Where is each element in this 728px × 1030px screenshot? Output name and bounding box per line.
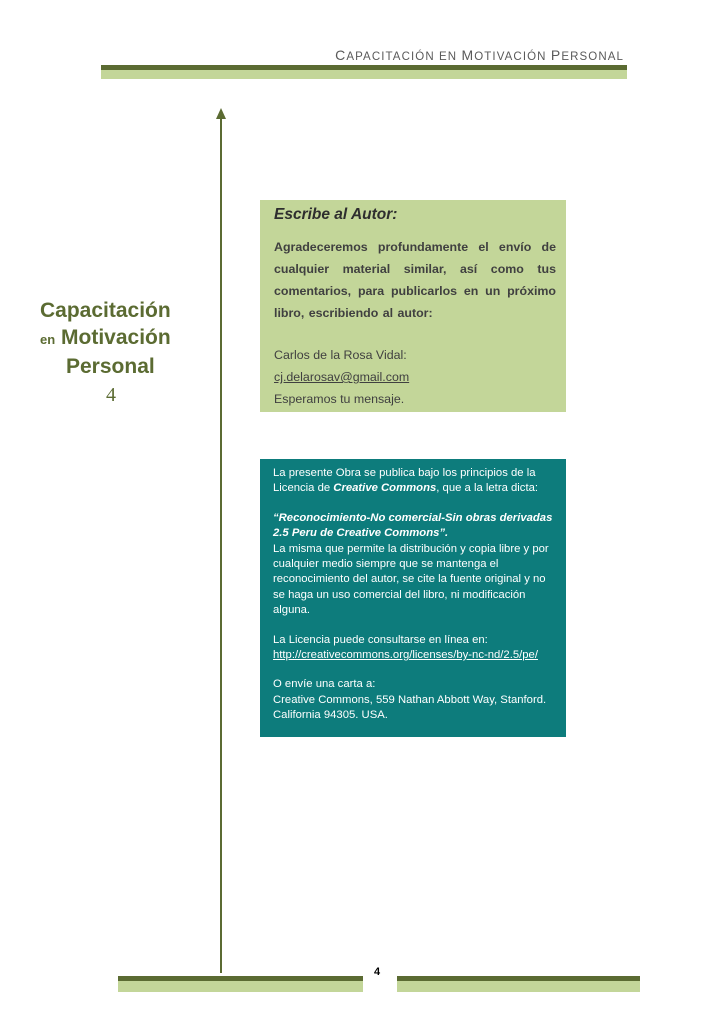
author-box-title: Escribe al Autor:: [274, 206, 398, 223]
side-title-line-3: Personal: [66, 355, 155, 378]
license-box: [260, 459, 566, 737]
author-contact-box: [260, 200, 566, 412]
side-title-en: en: [40, 332, 56, 347]
header-cap-2: M: [461, 47, 475, 63]
side-page-number: 4: [106, 384, 116, 406]
license-p1-text-c: , que a la letra dicta:: [436, 482, 538, 495]
license-paragraph-4: [273, 677, 558, 723]
footer-rule-left: [118, 976, 363, 992]
license-name: “Reconocimiento-No comercial-Sin obras derivadas 2.5 Peru de Creative Commons”.: [273, 511, 553, 540]
header-text-1: APACITACIÓN EN: [346, 51, 462, 63]
header-text-2: OTIVACIÓN: [474, 51, 551, 63]
header-text-3: ERSONAL: [561, 51, 624, 63]
author-closing: Esperamos tu mensaje.: [274, 392, 405, 406]
license-url-link[interactable]: http://creativecommons.org/licenses/by-nc-nd/2.5/pe/: [273, 649, 538, 662]
author-contact: [274, 344, 556, 410]
license-description: La misma que permite la distribución y copia libre y por cualquier medio siempre que se mantenga el reconocimiento del autor, se cite la fuente original y no se haga un uso comercial del libro, ni modificación alguna.: [273, 542, 549, 617]
running-header: [335, 47, 624, 63]
side-title-motivacion: Motivación: [55, 326, 171, 349]
header-cap-1: C: [335, 47, 347, 63]
license-p1-text-a: La presente Obra se publica bajo los principios de la Licencia de: [273, 467, 536, 495]
vertical-divider: [220, 118, 222, 973]
author-email-link[interactable]: cj.delarosav@gmail.com: [274, 370, 410, 384]
footer-rule-right: [397, 976, 640, 992]
license-paragraph-3: [273, 633, 558, 664]
side-title-line-1: Capacitación: [40, 299, 171, 322]
side-title-line-2: [40, 324, 200, 353]
license-mail-intro: O envíe una carta a:: [273, 678, 376, 691]
side-book-title: [40, 297, 200, 409]
license-online-text: La Licencia puede consultarse en línea en:: [273, 633, 488, 646]
license-mail-address: Creative Commons, 559 Nathan Abbott Way, Stanford. California 94305. USA.: [273, 693, 547, 722]
footer-page-number: 4: [374, 966, 381, 978]
header-cap-3: P: [550, 47, 562, 63]
license-paragraph-1: [273, 466, 558, 497]
author-name: Carlos de la Rosa Vidal:: [274, 348, 407, 362]
license-paragraph-2: [273, 511, 558, 619]
header-rule: [101, 65, 627, 79]
author-box-paragraph: Agradeceremos profundamente el envío de cualquier material similar, así como tus comentarios, para publicarlos en un próximo libro, escribiendo al autor:: [274, 240, 556, 320]
license-p1-emphasis: Creative Commons: [333, 482, 437, 495]
